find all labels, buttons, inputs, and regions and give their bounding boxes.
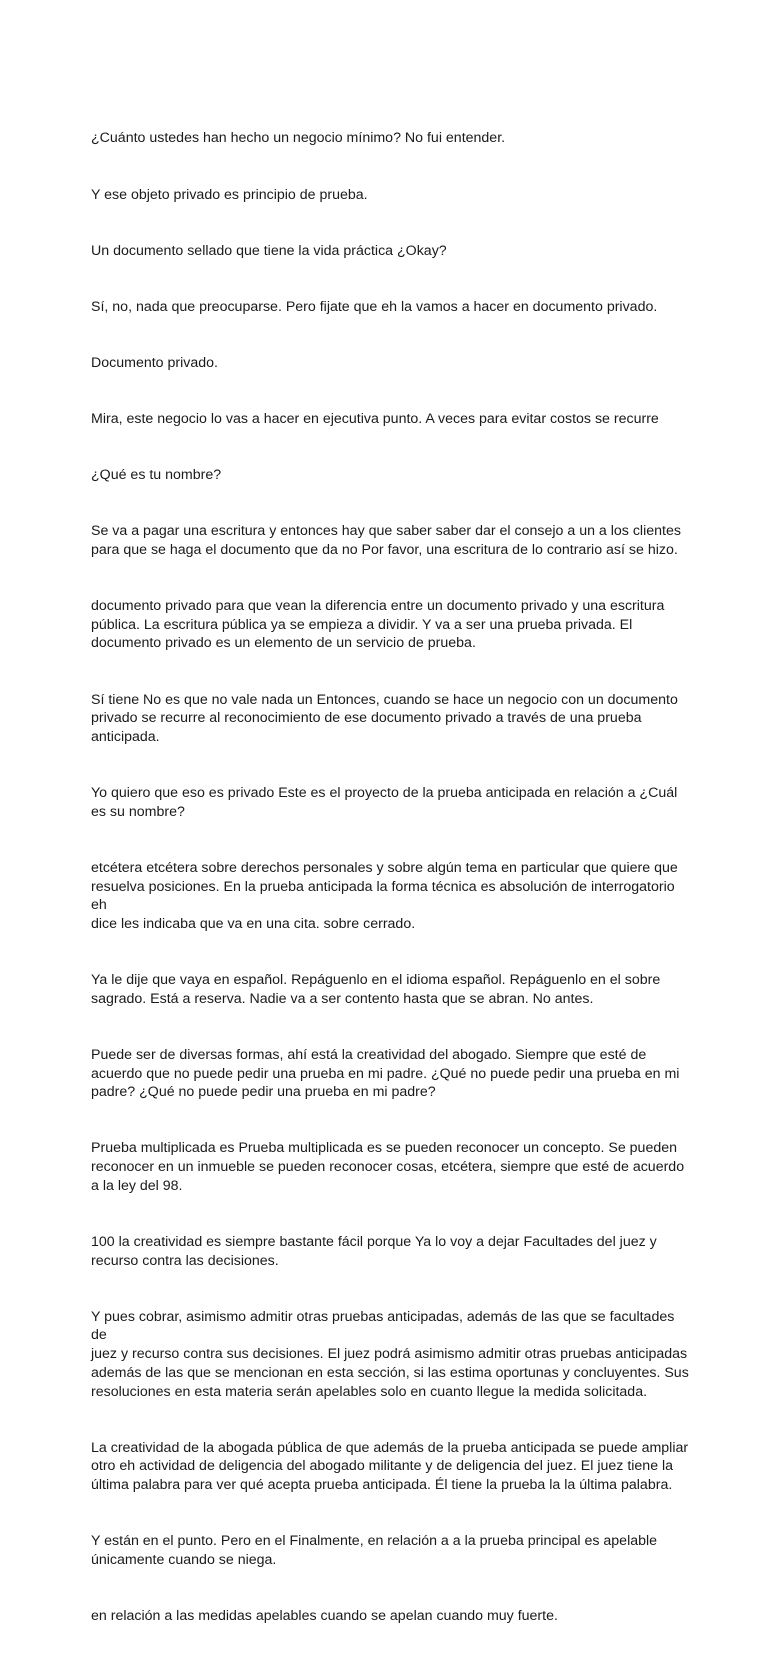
paragraph: ¿Cuánto ustedes han hecho un negocio mínimo? No fui entender.	[91, 130, 506, 147]
paragraph: Prueba multiplicada es Prueba multiplicada es se pueden reconocer un concepto. Se pueden reconocer en un inmueble se pueden reconocer cosas, etcétera, siempre que esté de acuerdo a la ley del 98.	[91, 1140, 685, 1194]
paragraph: Documento privado.	[91, 354, 218, 371]
paragraph: documento privado para que vean la diferencia entre un documento privado y una escritura pública. La escritura pública ya se empieza a dividir. Y va a ser una prueba privada. El documento privado es un elemento de un servicio de prueba.	[91, 597, 665, 652]
paragraph: etcétera etcétera sobre derechos personales y sobre algún tema en particular que quiere que resuelva posiciones. En la prueba anticipada la forma técnica es absolución de interrogatorio eh dice les indicaba que va en una cita. sobre cerrado.	[91, 859, 678, 932]
paragraph: Y ese objeto privado es principio de prueba.	[91, 186, 368, 203]
paragraph: Un documento sellado que tiene la vida práctica ¿Okay?	[91, 242, 447, 259]
paragraph: Se va a pagar una escritura y entonces hay que saber saber dar el consejo a un a los clientes para que se haga el documento que da no Por favor, una escritura de lo contrario así se hizo.	[91, 523, 681, 558]
paragraph: Ya le dije que vaya en español. Repáguenlo en el idioma español. Repáguenlo en el sobre sagrado. Está a reserva. Nadie va a ser contento hasta que se abran. No antes.	[91, 972, 661, 1007]
paragraph: Yo quiero que eso es privado Este es el proyecto de la prueba anticipada en relación a ¿Cuál es su nombre?	[91, 785, 678, 820]
paragraph: Sí, no, nada que preocuparse. Pero fijate que eh la vamos a hacer en documento privado.	[91, 298, 658, 315]
paragraph: Puede ser de diversas formas, ahí está la creatividad del abogado. Siempre que esté de acuerdo que no puede pedir una prueba en mi padre. ¿Qué no puede pedir una prueba en mi padre? ¿Qué no puede pedir una prueba en mi padre?	[91, 1046, 680, 1101]
document-body	[91, 92, 691, 1663]
paragraph: Y pues cobrar, asimismo admitir otras pruebas anticipadas, además de las que se facultades de juez y recurso contra sus decisiones. El juez podrá asimismo admitir otras pruebas anticipadas además de las que se mencionan en esta sección, si las estima oportunas y concluyentes. Sus resoluciones en esta materia serán apelables solo en cuanto llegue la medida solicitada.	[91, 1308, 689, 1400]
paragraph: Sí tiene No es que no vale nada un Entonces, cuando se hace un negocio con un documento privado se recurre al reconocimiento de ese documento privado a través de una prueba anticipada.	[91, 691, 678, 745]
paragraph: en relación a las medidas apelables cuando se apelan cuando muy fuerte.	[91, 1607, 558, 1624]
paragraph: 100 la creatividad es siempre bastante fácil porque Ya lo voy a dejar Facultades del juez y recurso contra las decisiones.	[91, 1233, 657, 1269]
paragraph: Mira, este negocio lo vas a hacer en ejecutiva punto. A veces para evitar costos se recurre	[91, 410, 659, 427]
paragraph: ¿Qué es tu nombre?	[91, 467, 222, 484]
paragraph: La creatividad de la abogada pública de que además de la prueba anticipada se puede ampliar otro eh actividad de deligencia del abogado militante y de deligencia del juez. El juez tiene la última palabra para ver qué acepta prueba anticipada. Él tiene la prueba la la última palabra.	[91, 1439, 689, 1494]
paragraph: Y están en el punto. Pero en el Finalmente, en relación a a la prueba principal es apelable únicamente cuando se niega.	[91, 1533, 658, 1568]
